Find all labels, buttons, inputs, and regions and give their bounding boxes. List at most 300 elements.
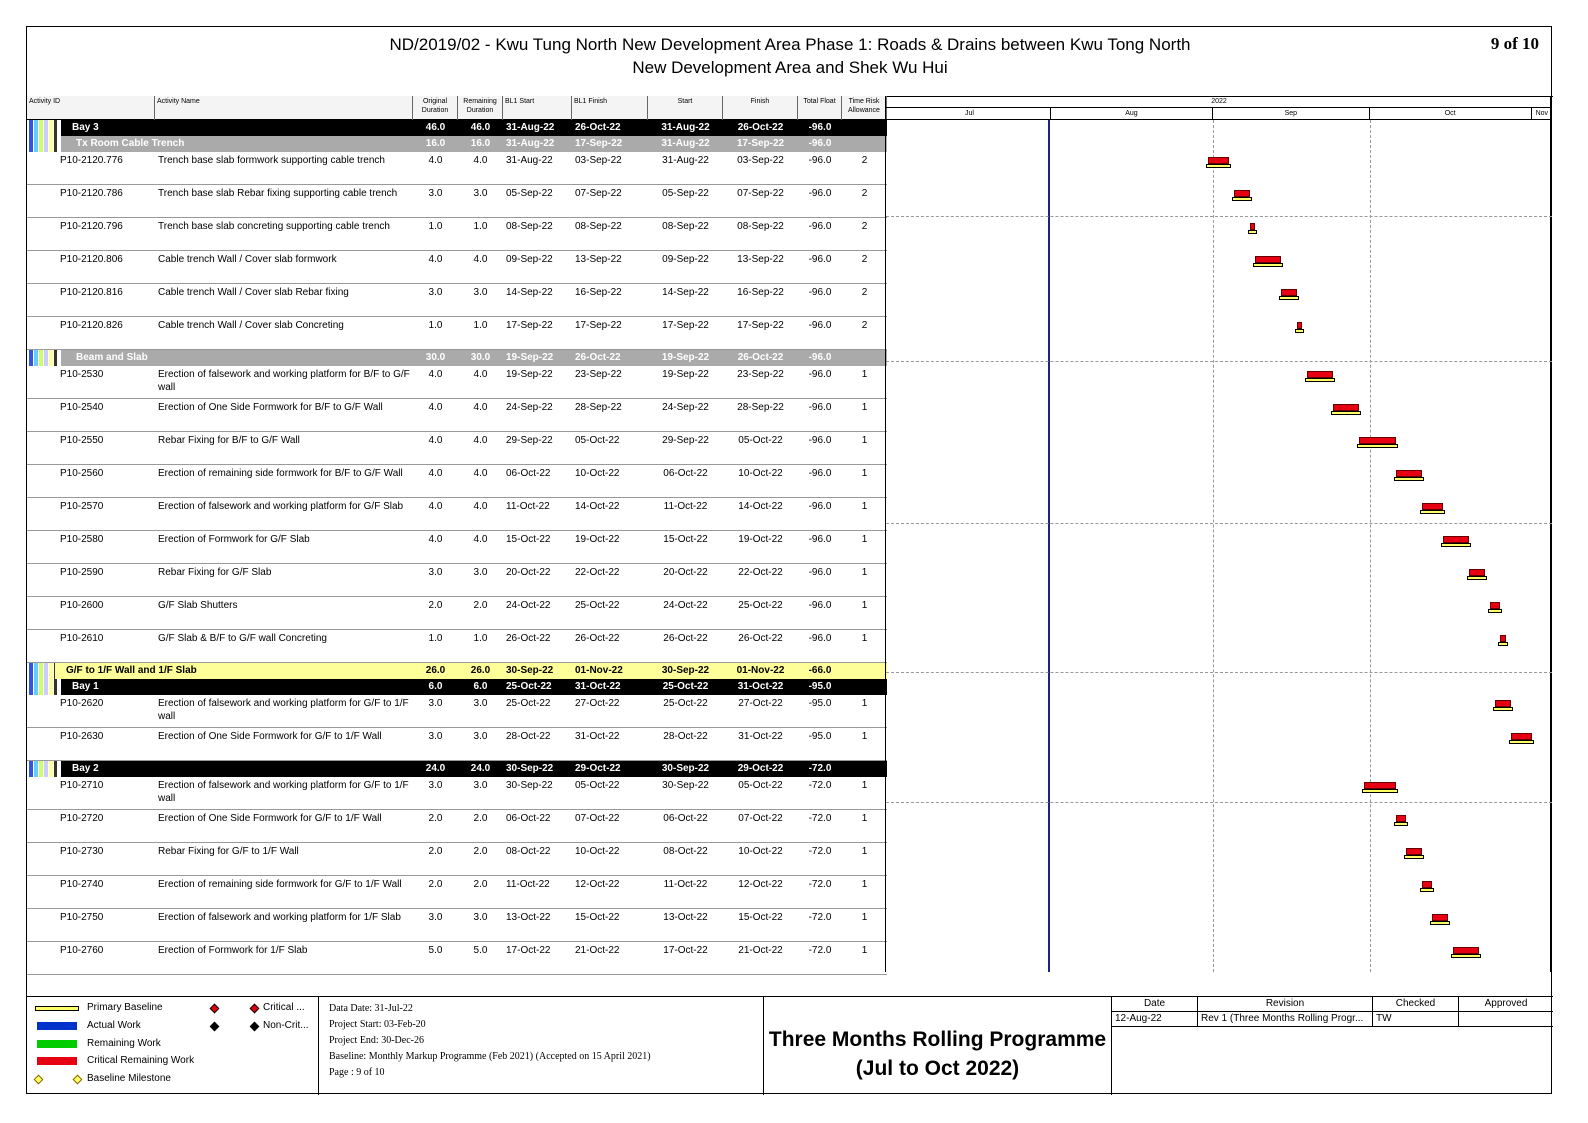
baseline-bar xyxy=(1394,822,1408,826)
col-remaining-duration[interactable]: Remaining Duration xyxy=(458,96,503,120)
baseline-bar xyxy=(1206,164,1231,168)
cell-finish: 15-Oct-22 xyxy=(738,912,783,923)
cell-bl1f: 07-Sep-22 xyxy=(575,188,622,199)
cell-rem: 3.0 xyxy=(473,567,488,578)
col-finish[interactable]: Finish xyxy=(723,96,798,120)
cell-rem: 4.0 xyxy=(473,468,488,479)
revision-table xyxy=(1112,997,1553,1095)
cell-rem: 3.0 xyxy=(473,731,488,742)
cell-name: Erection of Formwork for 1/F Slab xyxy=(158,945,308,956)
cell-bl1f: 27-Oct-22 xyxy=(575,698,620,709)
baseline-bar xyxy=(1305,378,1335,382)
cell-risk xyxy=(842,136,887,152)
cell-id: P10-2710 xyxy=(60,780,104,791)
row-gridline xyxy=(886,523,1552,524)
critical-bar[interactable] xyxy=(1208,157,1229,164)
cell-id: P10-2550 xyxy=(60,435,104,446)
cell-bl1s: 13-Oct-22 xyxy=(506,912,551,923)
cell-finish: 14-Oct-22 xyxy=(738,501,783,512)
cell-risk xyxy=(842,663,887,679)
cell-risk: 1 xyxy=(861,813,868,824)
cell-bl1f: 26-Oct-22 xyxy=(575,122,621,133)
cell-rem: 24.0 xyxy=(470,763,491,774)
activity-row[interactable] xyxy=(27,810,887,843)
cell-id: P10-2580 xyxy=(60,534,104,545)
cell-finish: 19-Oct-22 xyxy=(738,534,783,545)
critical-bar[interactable] xyxy=(1500,635,1505,642)
critical-bar[interactable] xyxy=(1453,947,1479,954)
cell-rem: 26.0 xyxy=(470,665,491,676)
col-bl1-finish[interactable]: BL1 Finish xyxy=(572,96,648,120)
cell-id: P10-2560 xyxy=(60,468,104,479)
month-gridline xyxy=(1370,120,1371,972)
baseline-bar xyxy=(1488,609,1502,613)
cell-id: P10-2750 xyxy=(60,912,104,923)
cell-rem: 3.0 xyxy=(473,912,488,923)
cell-bl1f: 15-Oct-22 xyxy=(575,912,620,923)
cell-float: -72.0 xyxy=(808,945,832,956)
group-row[interactable] xyxy=(61,136,887,152)
cell-orig: 24.0 xyxy=(425,763,446,774)
cell-orig: 1.0 xyxy=(428,633,443,644)
col-activity-id[interactable]: Activity ID xyxy=(27,96,155,120)
data-date: Data Date: 31-Jul-22 xyxy=(329,1003,413,1014)
critical-bar[interactable] xyxy=(1396,815,1406,822)
cell-bl1s: 19-Sep-22 xyxy=(506,352,554,363)
cell-risk: 1 xyxy=(861,731,868,742)
cell-orig: 5.0 xyxy=(428,945,443,956)
col-original-duration[interactable]: Original Duration xyxy=(413,96,458,120)
activity-row[interactable] xyxy=(27,152,887,185)
baseline-bar xyxy=(1232,197,1252,201)
cell-risk: 1 xyxy=(861,402,868,413)
activity-row[interactable] xyxy=(27,251,887,284)
group-row[interactable] xyxy=(61,679,887,695)
baseline-bar xyxy=(1404,855,1424,859)
activity-row[interactable] xyxy=(27,531,887,564)
col-total-float[interactable]: Total Float xyxy=(798,96,842,120)
col-bl1-start[interactable]: BL1 Start xyxy=(503,96,572,120)
baseline-bar xyxy=(1331,411,1361,415)
critical-swatch xyxy=(37,1057,77,1065)
cell-bl1s: 28-Oct-22 xyxy=(506,731,551,742)
cell-start: 28-Oct-22 xyxy=(663,731,708,742)
cell-bl1s: 09-Sep-22 xyxy=(506,254,553,265)
cell-bl1f: 16-Sep-22 xyxy=(575,287,622,298)
activity-row[interactable] xyxy=(27,630,887,663)
cell-name: Erection of remaining side formwork for G/F to 1/F Wall xyxy=(158,879,402,890)
cell-name: Erection of One Side Formwork for G/F to 1/F Wall xyxy=(158,813,382,824)
cell-finish: 26-Oct-22 xyxy=(738,633,783,644)
cell-finish: 17-Sep-22 xyxy=(736,138,785,149)
data-date-line xyxy=(1048,120,1050,972)
cell-bl1f: 22-Oct-22 xyxy=(575,567,620,578)
cell-name: G/F Slab & B/F to G/F wall Concreting xyxy=(158,633,327,644)
cell-name: G/F to 1/F Wall and 1/F Slab xyxy=(66,665,197,676)
baseline-bar xyxy=(1420,510,1445,514)
cell-bl1s: 11-Oct-22 xyxy=(506,879,550,890)
cell-bl1s: 30-Sep-22 xyxy=(506,763,554,774)
cell-start: 31-Aug-22 xyxy=(661,138,710,149)
critical-bar[interactable] xyxy=(1359,437,1396,444)
cell-bl1f: 10-Oct-22 xyxy=(575,468,620,479)
cell-risk: 2 xyxy=(861,221,868,232)
cell-start: 31-Aug-22 xyxy=(661,122,710,133)
cell-orig: 4.0 xyxy=(428,254,443,265)
cell-orig: 4.0 xyxy=(428,501,443,512)
cell-id: P10-2120.796 xyxy=(60,221,123,232)
cell-finish: 27-Oct-22 xyxy=(738,698,783,709)
cell-bl1s: 06-Oct-22 xyxy=(506,813,551,824)
cell-name: Rebar Fixing for G/F Slab xyxy=(158,567,272,578)
baseline-info: Baseline: Monthly Markup Programme (Feb 2021) (Accepted on 15 April 2021) xyxy=(329,1051,651,1062)
cell-risk xyxy=(842,761,887,777)
cell-orig: 4.0 xyxy=(428,435,443,446)
cell-bl1s: 15-Oct-22 xyxy=(506,534,551,545)
critical-bar[interactable] xyxy=(1495,700,1511,707)
cell-finish: 05-Oct-22 xyxy=(738,435,783,446)
cell-finish: 31-Oct-22 xyxy=(737,681,784,692)
critical-bar[interactable] xyxy=(1443,536,1469,543)
cell-id: P10-2760 xyxy=(60,945,104,956)
cell-start: 20-Oct-22 xyxy=(663,567,708,578)
cell-rem: 4.0 xyxy=(473,155,488,166)
month-gridline xyxy=(1213,120,1214,972)
cell-rem: 3.0 xyxy=(473,780,488,791)
cell-bl1s: 06-Oct-22 xyxy=(506,468,551,479)
cell-name: Erection of remaining side formwork for B/F to G/F Wall xyxy=(158,468,403,479)
cell-rem: 3.0 xyxy=(473,287,488,298)
cell-name: Erection of falsework and working platform for 1/F Slab xyxy=(158,912,401,923)
cell-id: P10-2620 xyxy=(60,698,104,709)
activity-row[interactable] xyxy=(27,366,887,399)
cell-start: 30-Sep-22 xyxy=(662,780,709,791)
cell-bl1s: 24-Oct-22 xyxy=(506,600,551,611)
cell-bl1s: 30-Sep-22 xyxy=(506,665,554,676)
critical-bar[interactable] xyxy=(1297,322,1302,329)
critical-bar[interactable] xyxy=(1406,848,1422,855)
rev-header-approved: Approved xyxy=(1459,997,1553,1012)
critical-bar[interactable] xyxy=(1396,470,1422,477)
critical-bar[interactable] xyxy=(1490,602,1500,609)
cell-orig: 1.0 xyxy=(428,221,443,232)
activity-row[interactable] xyxy=(27,909,887,942)
cell-bl1f: 28-Sep-22 xyxy=(575,402,622,413)
cell-risk: 1 xyxy=(861,567,868,578)
cell-float: -72.0 xyxy=(808,846,832,857)
cell-name: Rebar Fixing for B/F to G/F Wall xyxy=(158,435,300,446)
col-activity-name[interactable]: Activity Name xyxy=(155,96,413,120)
cell-finish: 26-Oct-22 xyxy=(737,122,784,133)
cell-bl1f: 08-Sep-22 xyxy=(575,221,622,232)
cell-orig: 3.0 xyxy=(428,912,443,923)
cell-start: 30-Sep-22 xyxy=(661,763,710,774)
programme-line-2: (Jul to Oct 2022) xyxy=(855,1057,1020,1080)
cell-id: P10-2610 xyxy=(60,633,104,644)
activity-row[interactable] xyxy=(27,777,887,810)
cell-start: 08-Oct-22 xyxy=(663,846,708,857)
cell-start: 05-Sep-22 xyxy=(662,188,709,199)
baseline-bar xyxy=(1467,576,1487,580)
cell-name: Trench base slab concreting supporting cable trench xyxy=(158,221,390,232)
rev-checked: TW xyxy=(1373,1012,1459,1027)
cell-bl1f: 25-Oct-22 xyxy=(575,600,620,611)
cell-float: -96.0 xyxy=(808,254,832,265)
footer xyxy=(27,996,1553,1094)
cell-rem: 16.0 xyxy=(470,138,491,149)
cell-finish: 07-Oct-22 xyxy=(738,813,783,824)
cell-orig: 46.0 xyxy=(425,122,446,133)
cell-float: -96.0 xyxy=(808,320,832,331)
baseline-bar xyxy=(1498,642,1507,646)
cell-finish: 05-Oct-22 xyxy=(738,780,783,791)
cell-rem: 4.0 xyxy=(473,254,488,265)
group-row[interactable] xyxy=(61,350,887,366)
milestone-diamond-icon xyxy=(34,1075,44,1085)
row-gridline xyxy=(886,361,1552,362)
critical-bar[interactable] xyxy=(1281,289,1297,296)
cell-bl1s: 25-Oct-22 xyxy=(506,681,552,692)
cell-risk: 1 xyxy=(861,369,868,380)
cell-start: 11-Oct-22 xyxy=(663,879,708,890)
cell-orig: 6.0 xyxy=(428,681,443,692)
rev-header-checked: Checked xyxy=(1373,997,1459,1012)
cell-rem: 1.0 xyxy=(473,320,488,331)
cell-finish: 25-Oct-22 xyxy=(738,600,783,611)
baseline-bar xyxy=(1420,888,1434,892)
activity-row[interactable] xyxy=(27,498,887,531)
cell-bl1f: 07-Oct-22 xyxy=(575,813,620,824)
cell-float: -96.0 xyxy=(808,221,832,232)
cell-id: P10-2120.786 xyxy=(60,188,123,199)
cell-float: -96.0 xyxy=(808,369,832,380)
cell-bl1s: 31-Aug-22 xyxy=(506,122,555,133)
cell-finish: 21-Oct-22 xyxy=(738,945,783,956)
critical-bar[interactable] xyxy=(1307,371,1333,378)
cell-rem: 4.0 xyxy=(473,369,488,380)
cell-orig: 4.0 xyxy=(428,468,443,479)
critical-bar[interactable] xyxy=(1432,914,1448,921)
cell-bl1f: 10-Oct-22 xyxy=(575,846,620,857)
cell-bl1f: 26-Oct-22 xyxy=(575,633,620,644)
cell-risk: 1 xyxy=(861,468,868,479)
noncritical-milestone-icon xyxy=(210,1022,220,1032)
baseline-bar xyxy=(1493,707,1513,711)
cell-id: P10-2120.826 xyxy=(60,320,123,331)
cell-bl1s: 20-Oct-22 xyxy=(506,567,551,578)
cell-id: P10-2730 xyxy=(60,846,104,857)
activity-row[interactable] xyxy=(27,695,887,728)
activity-row[interactable] xyxy=(27,597,887,630)
cell-bl1f: 31-Oct-22 xyxy=(575,681,621,692)
baseline-swatch xyxy=(35,1006,79,1011)
cell-risk xyxy=(842,350,887,366)
cell-start: 24-Sep-22 xyxy=(662,402,709,413)
rev-header-date: Date xyxy=(1112,997,1198,1012)
activity-row[interactable] xyxy=(27,284,887,317)
cell-float: -96.0 xyxy=(808,435,832,446)
cell-bl1f: 14-Oct-22 xyxy=(575,501,620,512)
cell-bl1s: 30-Sep-22 xyxy=(506,780,553,791)
cell-start: 29-Sep-22 xyxy=(662,435,709,446)
critical-bar[interactable] xyxy=(1333,404,1359,411)
legend-critical: Critical ... xyxy=(263,1002,305,1013)
cell-float: -96.0 xyxy=(808,352,832,363)
critical-bar[interactable] xyxy=(1255,256,1281,263)
cell-risk xyxy=(842,679,887,695)
cell-bl1f: 17-Sep-22 xyxy=(575,320,622,331)
cell-start: 06-Oct-22 xyxy=(663,813,708,824)
legend-actual-work: Actual Work xyxy=(87,1020,141,1031)
cell-risk: 1 xyxy=(861,501,868,512)
critical-bar[interactable] xyxy=(1364,782,1395,789)
cell-start: 19-Sep-22 xyxy=(662,369,709,380)
milestone-diamond-icon xyxy=(73,1075,83,1085)
cell-id: P10-2540 xyxy=(60,402,104,413)
cell-id: P10-2720 xyxy=(60,813,104,824)
cell-finish: 29-Oct-22 xyxy=(737,763,784,774)
cell-start: 31-Aug-22 xyxy=(662,155,709,166)
cell-float: -96.0 xyxy=(808,287,832,298)
col-time-risk[interactable]: Time Risk Allowance xyxy=(842,96,887,120)
cell-float: -95.0 xyxy=(808,681,832,692)
month-jul: Jul xyxy=(889,108,1051,120)
cell-risk: 1 xyxy=(861,945,868,956)
project-info xyxy=(319,997,764,1095)
baseline-bar xyxy=(1357,444,1398,448)
activity-row[interactable] xyxy=(27,465,887,498)
col-start[interactable]: Start xyxy=(648,96,723,120)
cell-bl1s: 31-Aug-22 xyxy=(506,155,553,166)
cell-finish: 07-Sep-22 xyxy=(737,188,784,199)
cell-finish: 17-Sep-22 xyxy=(737,320,784,331)
cell-id: P10-2570 xyxy=(60,501,104,512)
cell-rem: 3.0 xyxy=(473,188,488,199)
cell-rem: 4.0 xyxy=(473,501,488,512)
activity-row[interactable] xyxy=(27,942,887,975)
cell-orig: 3.0 xyxy=(428,698,443,709)
activity-row[interactable] xyxy=(27,218,887,251)
cell-bl1f: 03-Sep-22 xyxy=(575,155,622,166)
activity-row[interactable] xyxy=(27,876,887,909)
cell-start: 19-Sep-22 xyxy=(661,352,710,363)
page-title xyxy=(27,33,1553,79)
cell-bl1s: 11-Oct-22 xyxy=(506,501,550,512)
cell-name: Erection of One Side Formwork for B/F to G/F Wall xyxy=(158,402,383,413)
cell-bl1s: 31-Aug-22 xyxy=(506,138,555,149)
cell-rem: 4.0 xyxy=(473,435,488,446)
cell-rem: 2.0 xyxy=(473,813,488,824)
schedule-sheet xyxy=(26,26,1552,1094)
cell-risk: 2 xyxy=(861,320,868,331)
actual-swatch xyxy=(37,1022,77,1030)
cell-rem: 3.0 xyxy=(473,698,488,709)
cell-risk: 2 xyxy=(861,188,868,199)
group-row[interactable] xyxy=(61,120,887,136)
cell-bl1f: 23-Sep-22 xyxy=(575,369,622,380)
activity-row[interactable] xyxy=(27,564,887,597)
cell-start: 13-Oct-22 xyxy=(663,912,708,923)
cell-float: -72.0 xyxy=(808,879,832,890)
cell-start: 25-Oct-22 xyxy=(663,698,708,709)
activity-row[interactable] xyxy=(27,185,887,218)
activity-row[interactable] xyxy=(27,317,887,350)
timescale-months xyxy=(886,108,1552,120)
cell-name: Trench base slab formwork supporting cable trench xyxy=(158,155,385,166)
cell-risk: 1 xyxy=(861,600,868,611)
cell-orig: 4.0 xyxy=(428,369,443,380)
cell-name: Cable trench Wall / Cover slab Rebar fixing xyxy=(158,287,349,298)
baseline-bar xyxy=(1394,477,1424,481)
baseline-bar xyxy=(1451,954,1481,958)
cell-bl1s: 26-Oct-22 xyxy=(506,633,551,644)
cell-name: Rebar Fixing for G/F to 1/F Wall xyxy=(158,846,299,857)
cell-rem: 6.0 xyxy=(473,681,488,692)
row-gridline xyxy=(886,802,1552,803)
cell-finish: 31-Oct-22 xyxy=(738,731,783,742)
activity-row[interactable] xyxy=(27,843,887,876)
activity-row[interactable] xyxy=(27,728,887,761)
cell-id: P10-2120.816 xyxy=(60,287,123,298)
cell-bl1s: 08-Sep-22 xyxy=(506,221,553,232)
critical-bar[interactable] xyxy=(1422,503,1443,510)
page-number: 9 of 10 xyxy=(1490,34,1539,53)
critical-bar[interactable] xyxy=(1234,190,1250,197)
cell-name: Cable trench Wall / Cover slab formwork xyxy=(158,254,337,265)
cell-name: Bay 1 xyxy=(72,681,99,692)
cell-bl1f: 31-Oct-22 xyxy=(575,731,620,742)
cell-orig: 2.0 xyxy=(428,879,443,890)
cell-finish: 10-Oct-22 xyxy=(738,846,783,857)
cell-start: 11-Oct-22 xyxy=(663,501,708,512)
remaining-swatch xyxy=(37,1040,77,1048)
table-body xyxy=(27,120,887,972)
group-row[interactable] xyxy=(61,761,887,777)
cell-bl1f: 21-Oct-22 xyxy=(575,945,620,956)
activity-row[interactable] xyxy=(27,432,887,465)
cell-bl1s: 05-Sep-22 xyxy=(506,188,553,199)
baseline-bar xyxy=(1248,230,1257,234)
timescale-year: 2022 xyxy=(886,96,1552,108)
cell-orig: 1.0 xyxy=(428,320,443,331)
cell-finish: 16-Sep-22 xyxy=(737,287,784,298)
cell-bl1f: 01-Nov-22 xyxy=(575,665,623,676)
cell-bl1s: 17-Oct-22 xyxy=(506,945,551,956)
critical-bar[interactable] xyxy=(1250,223,1255,230)
critical-bar[interactable] xyxy=(1422,881,1432,888)
cell-name: Cable trench Wall / Cover slab Concreting xyxy=(158,320,344,331)
cell-float: -96.0 xyxy=(808,534,832,545)
cell-name: G/F Slab Shutters xyxy=(158,600,238,611)
critical-bar[interactable] xyxy=(1511,733,1532,740)
activity-row[interactable] xyxy=(27,399,887,432)
cell-orig: 4.0 xyxy=(428,534,443,545)
group-row[interactable] xyxy=(55,663,887,679)
baseline-bar xyxy=(1253,263,1283,267)
rev-header-revision: Revision xyxy=(1198,997,1373,1012)
table-header xyxy=(27,96,887,120)
cell-name: Erection of One Side Formwork for G/F to 1/F Wall xyxy=(158,731,382,742)
month-nov: Nov xyxy=(1535,110,1549,117)
critical-milestone-icon xyxy=(250,1004,260,1014)
legend xyxy=(27,997,319,1095)
cell-bl1f: 26-Oct-22 xyxy=(575,352,621,363)
project-end: Project End: 30-Dec-26 xyxy=(329,1035,424,1046)
cell-finish: 10-Oct-22 xyxy=(738,468,783,479)
critical-bar[interactable] xyxy=(1469,569,1485,576)
cell-float: -72.0 xyxy=(808,912,832,923)
cell-bl1s: 25-Oct-22 xyxy=(506,698,551,709)
